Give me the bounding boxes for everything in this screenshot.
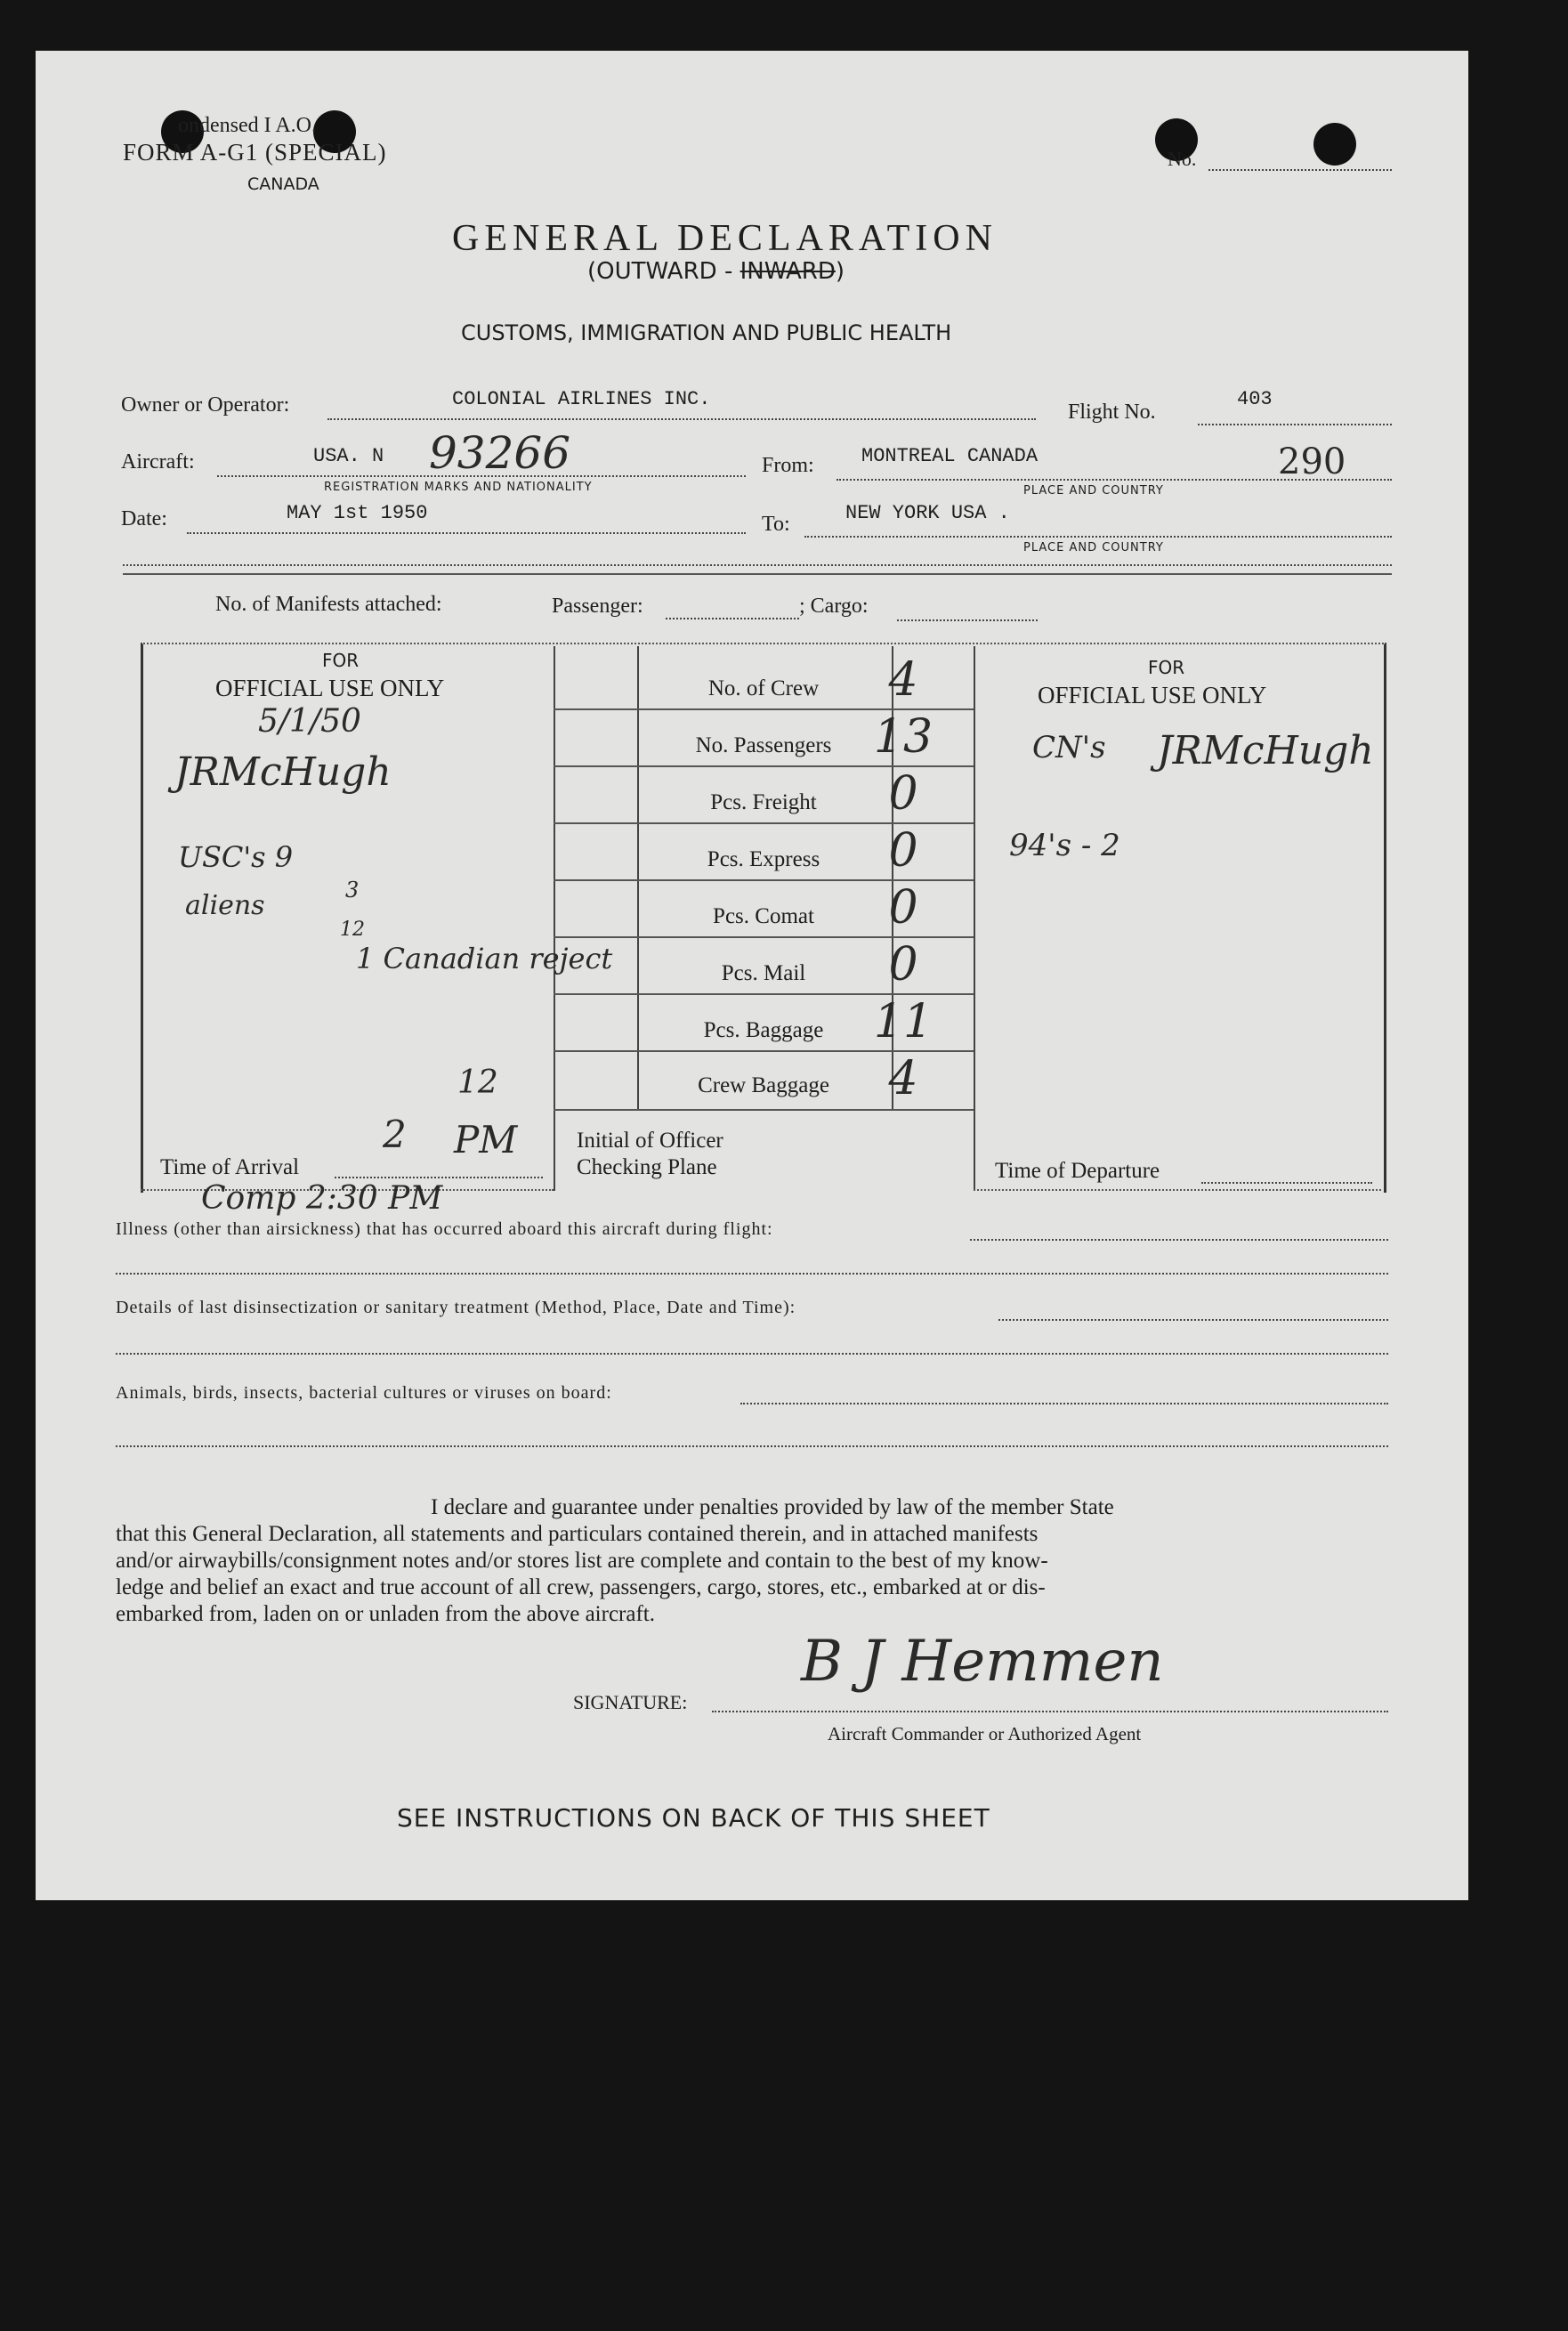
form-header-line1: ondensed I A.O. — [178, 114, 317, 137]
passenger-label: Passenger: — [552, 595, 643, 618]
row-count-express: 0 — [888, 824, 918, 878]
signature-hand: B J Hemmen — [801, 1629, 1164, 1695]
flight-line — [1198, 424, 1392, 425]
row-count-comat: 0 — [888, 881, 918, 935]
time-arrival-line — [335, 1177, 543, 1178]
from-caption: PLACE AND COUNTRY — [1023, 484, 1164, 498]
left-hand-name: JRMcHugh — [174, 749, 392, 795]
left-hand-aliens-bottom: 12 — [340, 919, 365, 941]
row-label-comat: Pcs. Comat — [713, 904, 814, 928]
row-count-freight: 0 — [888, 767, 918, 821]
right-hand-94: 94's - 2 — [1009, 828, 1120, 863]
table-bottom-right — [974, 1189, 1381, 1191]
table-mid-rule — [554, 1109, 974, 1111]
form-number-line — [1208, 169, 1392, 171]
time-arrival-label: Time of Arrival — [160, 1155, 300, 1179]
form-header-line2: FORM A-G1 (SPECIAL) — [123, 139, 387, 166]
time-departure-label: Time of Departure — [995, 1159, 1160, 1183]
from-value: MONTREAL CANADA — [861, 445, 1039, 467]
initial-line1: Initial of Officer — [577, 1129, 723, 1153]
signature-label: SIGNATURE: — [573, 1691, 688, 1713]
comp-note: Comp 2:30 PM — [201, 1180, 443, 1217]
declaration-line2: that this General Declaration, all statements and particulars contained therein, and in attached manifests — [116, 1522, 1039, 1546]
signature-line — [712, 1711, 1388, 1712]
arrival-hand-pm: PM — [454, 1118, 518, 1161]
form-number-label: No. — [1168, 148, 1197, 170]
right-for: FOR — [1148, 657, 1185, 678]
animals-line — [740, 1403, 1388, 1404]
form-footer: SEE INSTRUCTIONS ON BACK OF THIS SHEET — [397, 1803, 990, 1833]
left-hand-aliens-top: 3 — [345, 878, 360, 902]
left-hand-canadian: 1 Canadian reject — [356, 942, 613, 975]
form-subheading: CUSTOMS, IMMIGRATION AND PUBLIC HEALTH — [461, 320, 952, 345]
row-label-express: Pcs. Express — [707, 847, 820, 871]
subtitle-close: ) — [835, 258, 845, 285]
right-hand-name: JRMcHugh — [1157, 728, 1374, 773]
illness-line — [970, 1239, 1388, 1241]
table-divider-4 — [974, 646, 975, 1191]
to-line — [804, 536, 1392, 538]
left-hand-usc: USC's 9 — [178, 840, 294, 874]
to-value: NEW YORK USA . — [845, 502, 1010, 524]
row-label-crew: No. of Crew — [707, 676, 820, 700]
illness-label: Illness (other than airsickness) that has occurred aboard this aircraft during flight: — [116, 1219, 773, 1239]
disinsect-line — [998, 1319, 1388, 1321]
left-official: OFFICIAL USE ONLY — [215, 675, 445, 701]
owner-value: COLONIAL AIRLINES INC. — [452, 388, 711, 410]
arrival-hand-mins: 12 — [457, 1064, 498, 1101]
form-subtitle — [587, 258, 845, 285]
subtitle-inward: INWARD — [740, 258, 836, 285]
subtitle-outward: (OUTWARD - — [587, 258, 740, 285]
left-hand-date: 5/1/50 — [258, 703, 361, 740]
left-hand-aliens: aliens — [185, 890, 265, 921]
left-for: FOR — [322, 650, 360, 671]
header-rule — [123, 573, 1392, 575]
cargo-label: ; Cargo: — [799, 595, 869, 618]
row-label-passengers: No. Passengers — [695, 733, 832, 757]
animals-line-2 — [116, 1445, 1388, 1447]
row-count-baggage: 11 — [873, 995, 934, 1048]
row-label-mail: Pcs. Mail — [721, 961, 806, 985]
disinsect-label: Details of last disinsectization or sanitary treatment (Method, Place, Date and Time): — [116, 1298, 796, 1317]
flight-label: Flight No. — [1068, 401, 1156, 424]
declaration-line1: I declare and guarantee under penalties provided by law of the member State — [431, 1495, 1114, 1519]
initial-line2: Checking Plane — [577, 1155, 717, 1179]
declaration-line3: and/or airwaybills/consignment notes and/or stores list are complete and contain to the best of my know- — [116, 1549, 1048, 1573]
disinsect-line-2 — [116, 1353, 1388, 1355]
form-header-line3: CANADA — [247, 174, 319, 194]
date-value: MAY 1st 1950 — [287, 502, 428, 524]
arrival-hand-hour: 2 — [383, 1113, 407, 1156]
passenger-line — [666, 618, 799, 619]
owner-label: Owner or Operator: — [121, 393, 290, 417]
row-count-crew: 4 — [888, 653, 918, 707]
illness-line-2 — [116, 1273, 1388, 1275]
date-line — [187, 532, 746, 534]
signature-caption: Aircraft Commander or Authorized Agent — [828, 1723, 1142, 1744]
row-count-mail: 0 — [888, 938, 918, 991]
declaration-line4: ledge and belief an exact and true account of all crew, passengers, cargo, stores, etc., embarked at or dis- — [116, 1575, 1046, 1599]
right-official: OFFICIAL USE ONLY — [1038, 682, 1267, 708]
manifests-label: No. of Manifests attached: — [215, 593, 442, 616]
punch-hole-right2 — [1313, 123, 1356, 166]
row-count-passengers: 13 — [873, 710, 934, 764]
aircraft-caption: REGISTRATION MARKS AND NATIONALITY — [324, 481, 593, 494]
to-caption: PLACE AND COUNTRY — [1023, 541, 1164, 554]
from-hand: 290 — [1278, 441, 1346, 482]
aircraft-value: USA. N — [313, 445, 384, 467]
row-label-crew-baggage: Crew Baggage — [698, 1073, 829, 1097]
date-label: Date: — [121, 507, 167, 530]
form-title: GENERAL DECLARATION — [452, 218, 998, 259]
flight-value: 403 — [1237, 388, 1273, 410]
declaration-line5: embarked from, laden on or unladen from the above aircraft. — [116, 1602, 655, 1626]
row-label-freight: Pcs. Freight — [710, 790, 817, 814]
cargo-line — [897, 619, 1038, 621]
from-label: From: — [762, 454, 814, 477]
to-label: To: — [762, 513, 790, 536]
header-separator — [123, 564, 1392, 566]
aircraft-hand: 93266 — [429, 427, 571, 479]
row-count-crew-baggage: 4 — [888, 1052, 918, 1105]
owner-line — [327, 418, 1036, 420]
animals-label: Animals, birds, insects, bacterial cultures or viruses on board: — [116, 1383, 612, 1403]
right-hand-cns: CN's — [1032, 730, 1106, 765]
aircraft-label: Aircraft: — [121, 450, 195, 473]
time-departure-line — [1201, 1182, 1372, 1184]
row-label-baggage: Pcs. Baggage — [703, 1018, 824, 1042]
